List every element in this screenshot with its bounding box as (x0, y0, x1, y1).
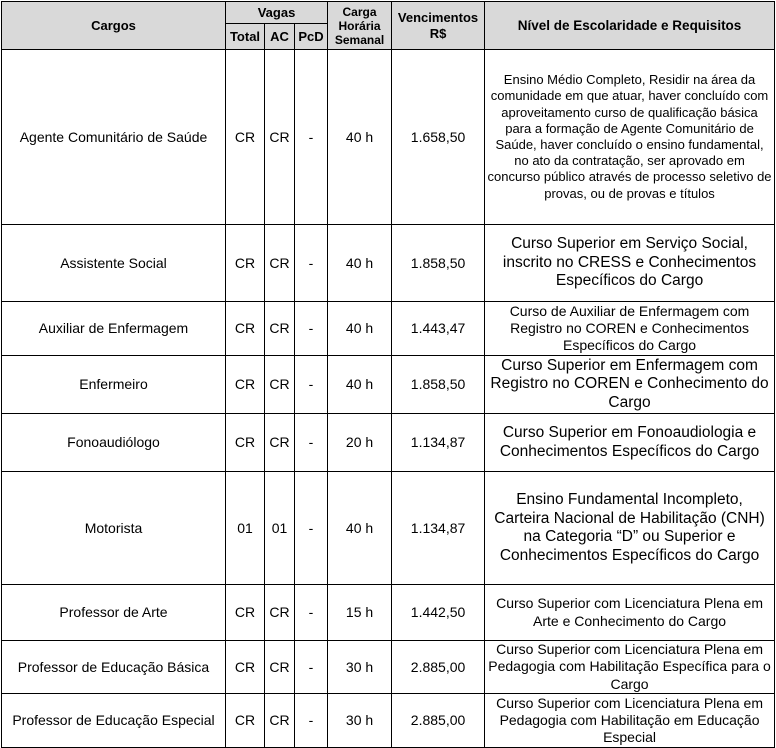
cell-ac: CR (265, 225, 295, 302)
cell-carga: 30 h (328, 694, 392, 748)
table-row (2, 472, 775, 585)
cell-requisitos: Ensino Fundamental Incompleto, Carteira Nacional de Habilitação (CNH) na Categoria “D” ou Superior e Conhecimentos Específicos do Cargo (485, 472, 775, 585)
cell-ac: CR (265, 50, 295, 225)
cell-requisitos: Curso Superior com Licenciatura Plena em Pedagogia com Habilitação em Educação Especial (485, 694, 775, 748)
header-vencimentos-line1: Vencimentos (397, 9, 479, 25)
cell-ac: CR (265, 694, 295, 748)
header-vencimentos (392, 2, 485, 50)
header-nivel: Nível de Escolaridade e Requisitos (485, 2, 775, 50)
cell-pcd: - (295, 585, 328, 641)
header-pcd: PcD (295, 24, 328, 50)
header-carga (328, 2, 392, 50)
cell-requisitos: Curso Superior em Fonoaudiologia e Conhecimentos Específicos do Cargo (485, 414, 775, 472)
cell-pcd: - (295, 356, 328, 414)
cell-carga: 40 h (328, 302, 392, 356)
cell-total: CR (226, 50, 265, 225)
header-vencimentos-line2: R$ (429, 25, 447, 41)
cell-ac: CR (265, 414, 295, 472)
cell-vencimento: 1.443,47 (392, 302, 485, 356)
cell-total: CR (226, 225, 265, 302)
cell-requisitos: Curso Superior em Serviço Social, inscrito no CRESS e Conhecimentos Específicos do Cargo (485, 225, 775, 302)
cell-ac: CR (265, 585, 295, 641)
table-row (2, 641, 775, 694)
cell-carga: 40 h (328, 356, 392, 414)
cell-requisitos: Curso Superior em Enfermagem com Registro no COREN e Conhecimento do Cargo (485, 356, 775, 414)
table-row (2, 414, 775, 472)
table-row (2, 302, 775, 356)
cell-pcd: - (295, 50, 328, 225)
cell-vencimento: 1.134,87 (392, 414, 485, 472)
cell-ac: CR (265, 302, 295, 356)
cell-carga: 40 h (328, 225, 392, 302)
cell-pcd: - (295, 641, 328, 694)
cell-cargo: Fonoaudiólogo (2, 414, 226, 472)
cell-cargo: Assistente Social (2, 225, 226, 302)
cell-pcd: - (295, 694, 328, 748)
cell-requisitos: Curso de Auxiliar de Enfermagem com Registro no COREN e Conhecimentos Específicos do Cargo (485, 302, 775, 356)
cell-total: CR (226, 302, 265, 356)
cell-ac: CR (265, 356, 295, 414)
cell-vencimento: 2.885,00 (392, 694, 485, 748)
cell-pcd: - (295, 302, 328, 356)
cell-carga: 30 h (328, 641, 392, 694)
cell-pcd: - (295, 414, 328, 472)
cell-pcd: - (295, 472, 328, 585)
cell-total: CR (226, 694, 265, 748)
cell-requisitos: Ensino Médio Completo, Residir na área da comunidade em que atuar, haver concluído com aproveitamento curso de qualificação básica para a formação de Agente Comunitário de Saúde, haver concluído o ensino fundamental, no ato da contratação, ser aprovado em concurso público através de processo seletivo de provas, ou de provas e títulos (485, 50, 775, 225)
header-carga-line3: Semanal (334, 32, 385, 47)
header-total: Total (226, 24, 265, 50)
cell-vencimento: 1.858,50 (392, 356, 485, 414)
cell-pcd: - (295, 225, 328, 302)
cell-total: 01 (226, 472, 265, 585)
cell-ac: CR (265, 641, 295, 694)
cell-vencimento: 1.658,50 (392, 50, 485, 225)
cell-cargo: Auxiliar de Enfermagem (2, 302, 226, 356)
cell-total: CR (226, 414, 265, 472)
cell-vencimento: 1.442,50 (392, 585, 485, 641)
cell-cargo: Professor de Educação Especial (2, 694, 226, 748)
cell-cargo: Agente Comunitário de Saúde (2, 50, 226, 225)
cell-requisitos: Curso Superior com Licenciatura Plena em Arte e Conhecimento do Cargo (485, 585, 775, 641)
cell-cargo: Professor de Educação Básica (2, 641, 226, 694)
cell-vencimento: 2.885,00 (392, 641, 485, 694)
cell-cargo: Enfermeiro (2, 356, 226, 414)
table-row (2, 356, 775, 414)
cell-cargo: Motorista (2, 472, 226, 585)
header-ac: AC (265, 24, 295, 50)
cell-vencimento: 1.134,87 (392, 472, 485, 585)
header-vagas: Vagas (226, 2, 328, 24)
table-row (2, 694, 775, 748)
cell-requisitos: Curso Superior com Licenciatura Plena em Pedagogia com Habilitação Específica para o Cargo (485, 641, 775, 694)
header-cargos: Cargos (2, 2, 226, 50)
cell-carga: 40 h (328, 50, 392, 225)
cell-cargo: Professor de Arte (2, 585, 226, 641)
table-row (2, 585, 775, 641)
cell-total: CR (226, 356, 265, 414)
header-carga-line1: Carga (342, 4, 377, 19)
header-carga-line2: Horária (338, 18, 381, 33)
cell-carga: 20 h (328, 414, 392, 472)
cell-vencimento: 1.858,50 (392, 225, 485, 302)
cell-ac: 01 (265, 472, 295, 585)
cell-total: CR (226, 641, 265, 694)
cell-carga: 15 h (328, 585, 392, 641)
table-row (2, 225, 775, 302)
table-row (2, 50, 775, 225)
cargos-table (1, 1, 775, 748)
cell-total: CR (226, 585, 265, 641)
cell-carga: 40 h (328, 472, 392, 585)
